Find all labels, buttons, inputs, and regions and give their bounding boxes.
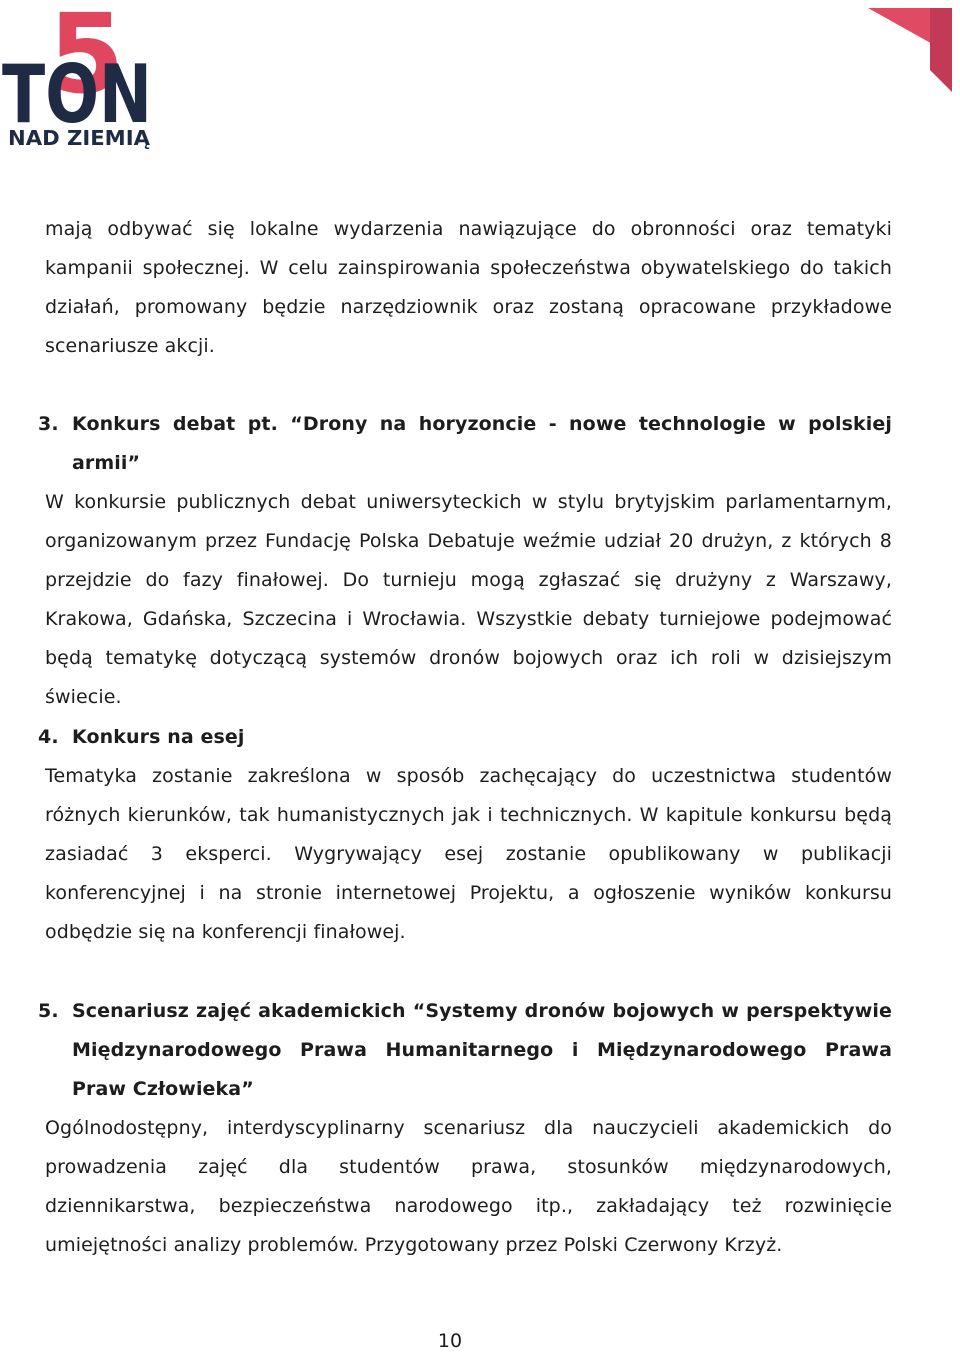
section-title: Konkurs na esej — [72, 726, 245, 748]
logo-number: 5 — [48, 0, 125, 118]
section-4 — [38, 718, 892, 952]
section-5 — [38, 992, 892, 1265]
section-title: Konkurs debat pt. “Drony na horyzoncie - nowe technologie w polskiej armii” — [72, 413, 892, 474]
intro-block — [45, 210, 892, 366]
corner-decoration — [860, 0, 960, 100]
logo — [0, 0, 170, 160]
page-number: 10 — [437, 1330, 463, 1352]
section-number: 4. — [38, 726, 59, 748]
section-body: Tematyka zostanie zakreślona w sposób zachęcający do uczestnictwa studentów różnych kierunków, tak humanistycznych jak i technicznych. W kapitule konkursu będą zasiadać 3 eksperci. Wygrywający esej zostanie opublikowany w publikacji konferencyjnej i na stronie internetowej Projektu, a ogłoszenie wyników konkursu odbędzie się na konferencji finałowej. — [45, 765, 892, 943]
section-3 — [38, 405, 892, 717]
section-body: W konkursie publicznych debat uniwersyteckich w stylu brytyjskim parlamentarnym, organizowanym przez Fundację Polska Debatuje weźmie udział 20 drużyn, z których 8 przejdzie do fazy finałowej. Do turnieju mogą zgłaszać się drużyny z Warszawy, Krakowa, Gdańska, Szczecina i Wrocławia. Wszystkie debaty turniejowe podejmować będą tematykę dotyczącą systemów dronów bojowych oraz ich roli w dzisiejszym świecie. — [45, 491, 892, 708]
logo-subtitle: NAD ZIEMIĄ — [8, 126, 151, 150]
logo-word: TON — [2, 48, 152, 141]
section-title: Scenariusz zajęć akademickich “Systemy dronów bojowych w perspektywie Międzynarodowego Prawa Humanitarnego i Międzynarodowego Prawa Praw Człowieka” — [72, 1000, 892, 1100]
section-heading — [38, 992, 892, 1109]
section-heading — [38, 405, 892, 483]
section-number: 3. — [38, 413, 59, 435]
section-body: Ogólnodostępny, interdyscyplinarny scenariusz dla nauczycieli akademickich do prowadzenia zajęć dla studentów prawa, stosunków międzynarodowych, dziennikarstwa, bezpieczeństwa narodowego itp., zakładający też rozwinięcie umiejętności analizy problemów. Przygotowany przez Polski Czerwony Krzyż. — [45, 1117, 892, 1256]
section-number: 5. — [38, 1000, 59, 1022]
section-heading — [38, 718, 892, 757]
intro-paragraph: mają odbywać się lokalne wydarzenia nawiązujące do obronności oraz tematyki kampanii społecznej. W celu zainspirowania społeczeństwa obywatelskiego do takich działań, promowany będzie narzędziownik oraz zostaną opracowane przykładowe scenariusze akcji. — [45, 218, 892, 357]
